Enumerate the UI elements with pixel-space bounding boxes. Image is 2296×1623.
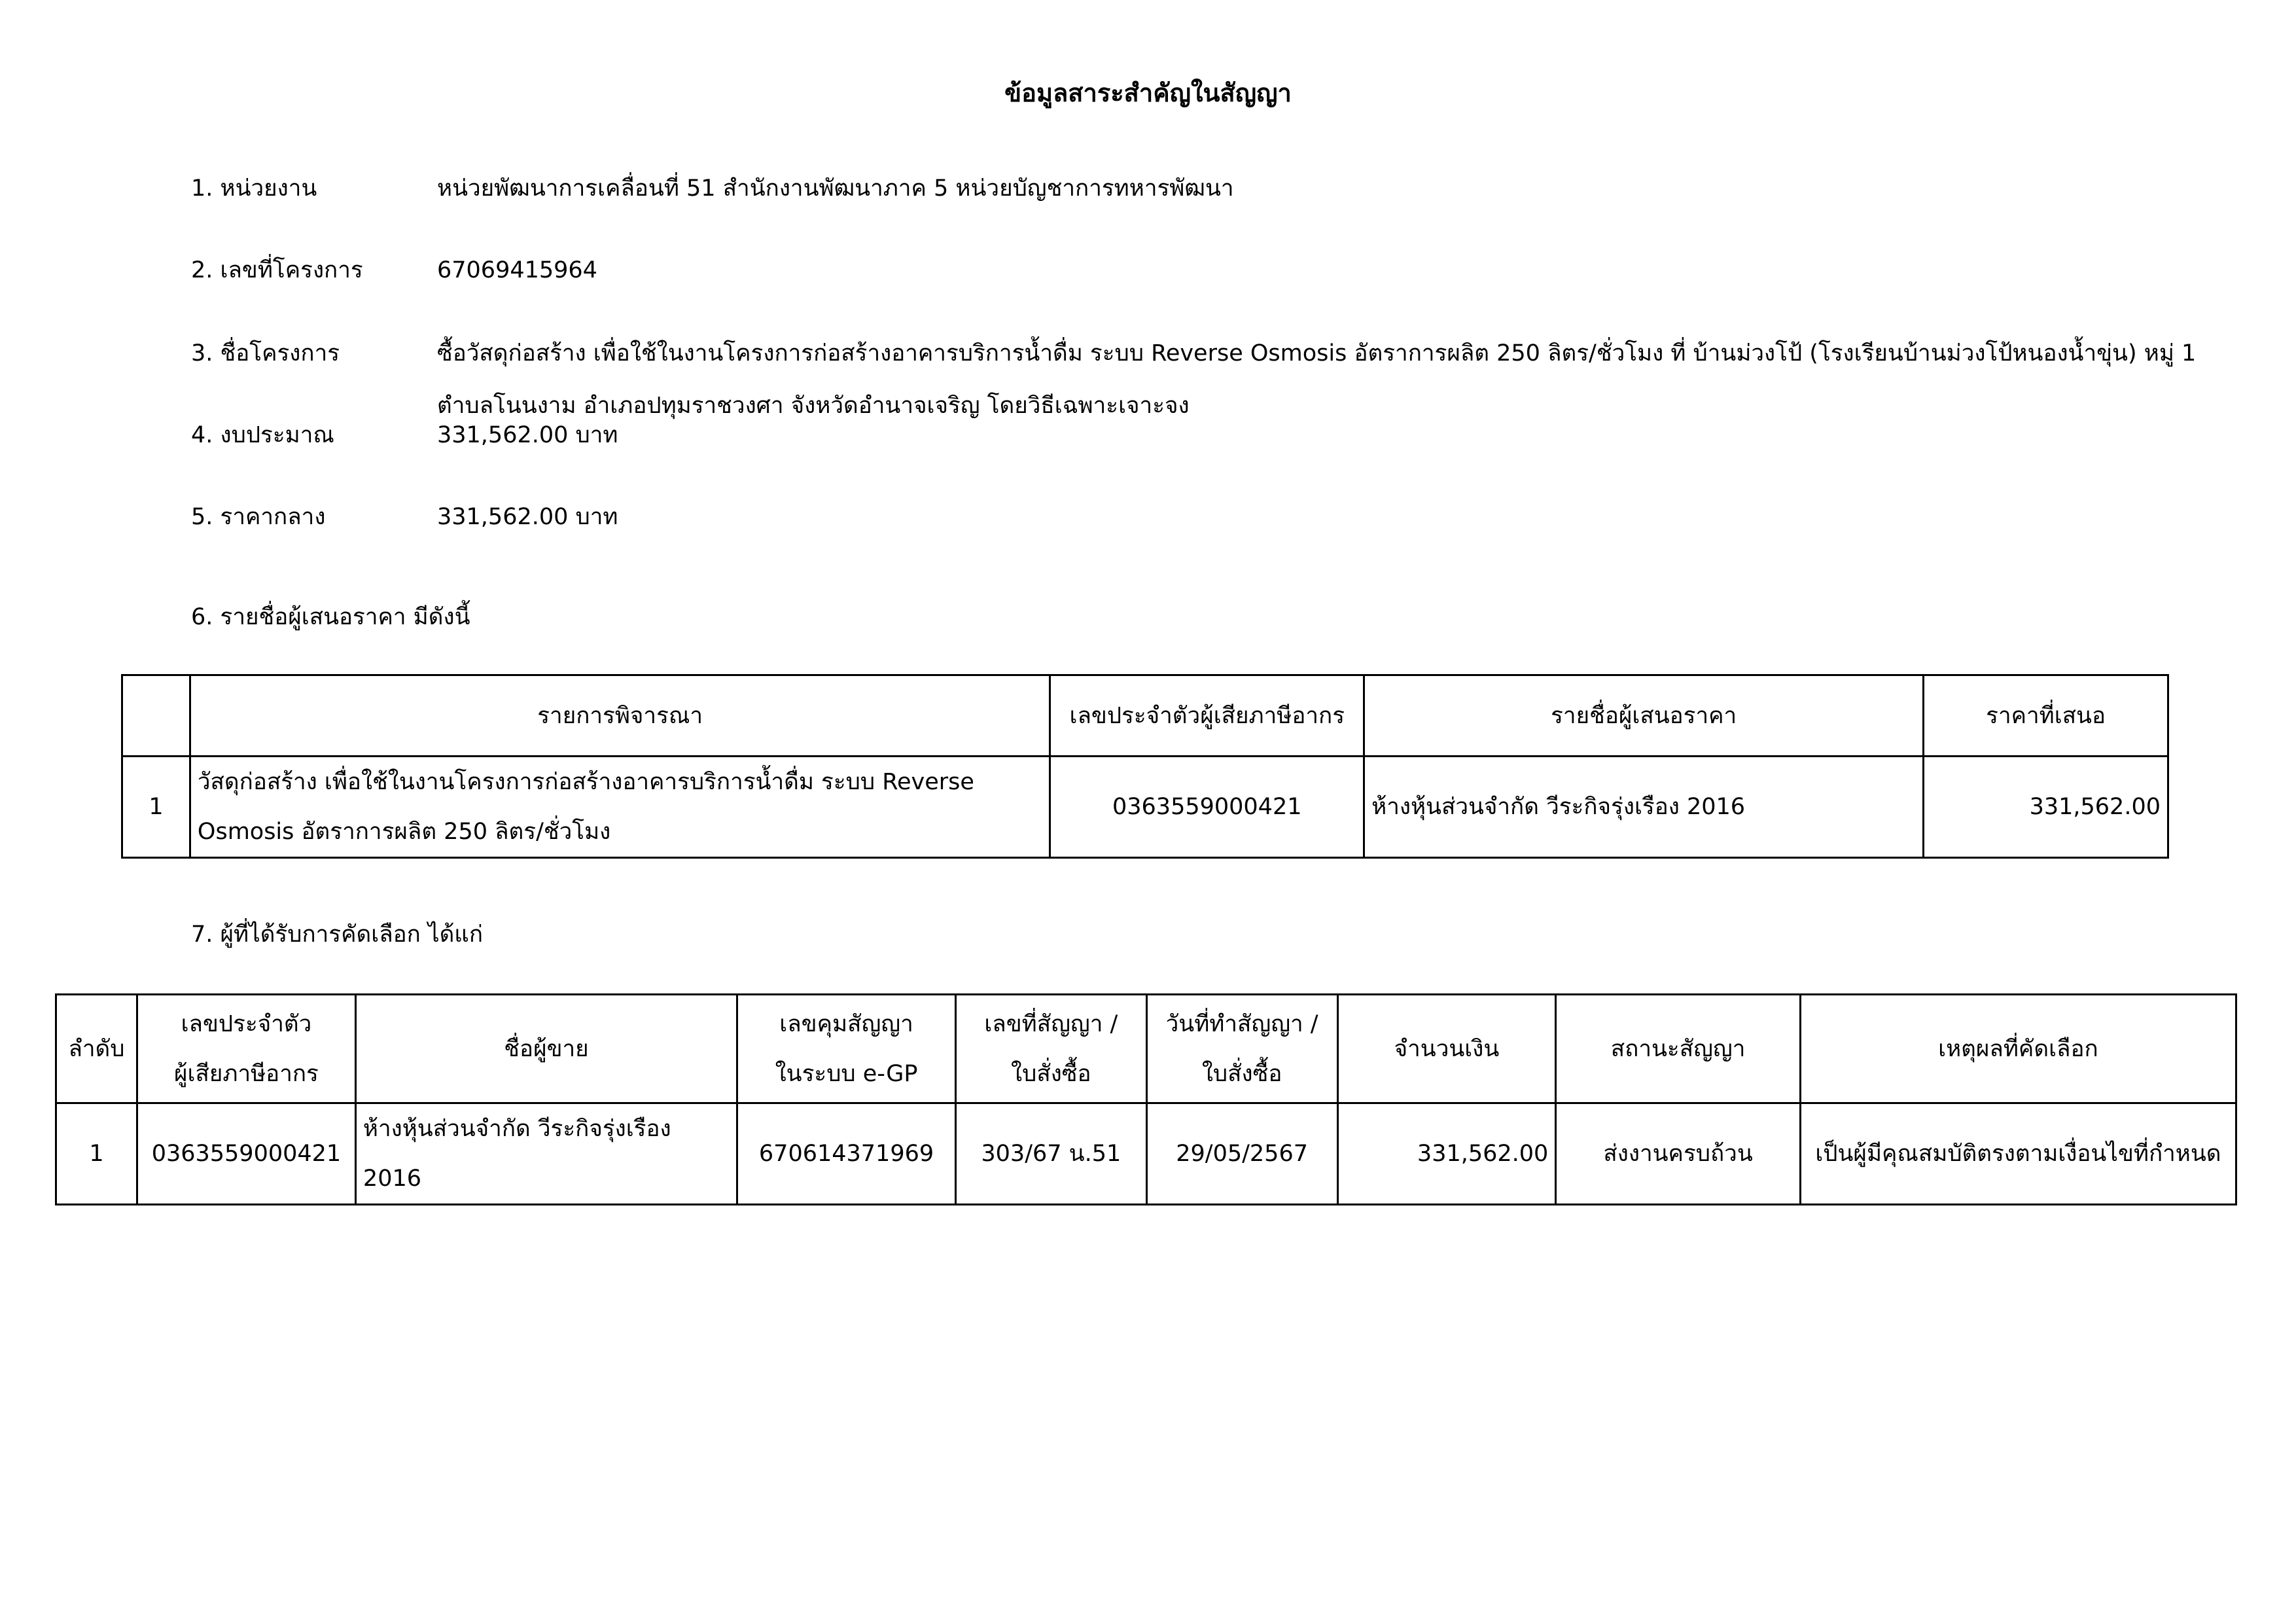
winners-cell-tax-id: 0363559000421: [137, 1103, 355, 1205]
winners-header-egp: [737, 995, 956, 1103]
winners-cell-seller: [355, 1103, 737, 1205]
winners-cell-seller-line2: 2016: [362, 1166, 421, 1192]
winners-cell-egp: 670614371969: [737, 1103, 956, 1205]
winners-header-status: สถานะสัญญา: [1556, 995, 1801, 1103]
winners-cell-no: 1: [56, 1103, 137, 1205]
bidders-cell-item-line1: วัสดุก่อสร้าง เพื่อใช้ในงานโครงการก่อสร้างอาคารบริการน้ำดื่ม ระบบ Reverse: [197, 769, 974, 795]
winners-header-tax-id-line1: เลขประจำตัว: [181, 1010, 312, 1037]
winners-header-tax-id: [137, 995, 355, 1103]
winners-header-contract-date-line2: ใบสั่งซื้อ: [1201, 1060, 1282, 1087]
bidders-table: [121, 674, 2169, 859]
field-project-name-value-line1: ซื้อวัสดุก่อสร้าง เพื่อใช้ในงานโครงการก่อสร้างอาคารบริการน้ำดื่ม ระบบ Reverse Osmosis อัตราการผลิต 250 ลิตร/ชั่วโมง ที่ บ้านม่วงโป้ (โรงเรียนบ้านม่วงโป้หนองน้ำขุ่น) หมู่ 1: [437, 340, 2197, 366]
winners-header-egp-line1: เลขคุมสัญญา: [779, 1010, 913, 1037]
bidders-header-tax-id: เลขประจำตัวผู้เสียภาษีอากร: [1050, 675, 1364, 757]
bidders-cell-no: 1: [122, 757, 190, 858]
table-row: [56, 1103, 2236, 1205]
winners-header-contract-date-line1: วันที่ทำสัญญา /: [1165, 1010, 1318, 1037]
field-budget-value: 331,562.00 บาท: [437, 422, 618, 448]
winners-header-contract-date: [1146, 995, 1337, 1103]
document-title: ข้อมูลสาระสำคัญในสัญญา: [1004, 79, 1292, 107]
bidders-header-bidder: รายชื่อผู้เสนอราคา: [1364, 675, 1924, 757]
bidders-header-item: รายการพิจารณา: [190, 675, 1050, 757]
bidders-cell-bidder: ห้างหุ้นส่วนจำกัด วีระกิจรุ่งเรือง 2016: [1364, 757, 1924, 858]
winners-header-reason: เหตุผลที่คัดเลือก: [1800, 995, 2236, 1103]
bidders-heading-text: 6. รายชื่อผู้เสนอราคา มีดังนี้: [191, 604, 470, 630]
winners-cell-contract-no: 303/67 น.51: [955, 1103, 1146, 1205]
bidders-table-header: [122, 675, 2168, 757]
bidders-cell-price: 331,562.00: [1924, 757, 2168, 858]
winners-header-tax-id-line2: ผู้เสียภาษีอากร: [174, 1060, 319, 1087]
bidders-cell-item-line2: Osmosis อัตราการผลิต 250 ลิตร/ชั่วโมง: [197, 819, 611, 845]
bidders-header-no: [122, 675, 190, 757]
field-median-price-value: 331,562.00 บาท: [437, 504, 618, 530]
field-agency-label: 1. หน่วยงาน: [191, 175, 317, 202]
winners-cell-contract-date: 29/05/2567: [1146, 1103, 1337, 1205]
field-project-no-label: 2. เลขที่โครงการ: [191, 257, 363, 283]
winners-header-contract-no-line1: เลขที่สัญญา /: [984, 1010, 1118, 1037]
field-project-no-value: 67069415964: [437, 257, 597, 283]
field-project-name-value-line2: ตำบลโนนงาม อำเภอปทุมราชวงศา จังหวัดอำนาจเจริญ โดยวิธีเฉพาะเจาะจง: [437, 393, 1190, 419]
winners-header-seller: ชื่อผู้ขาย: [355, 995, 737, 1103]
bidders-header-price: ราคาที่เสนอ: [1924, 675, 2168, 757]
winners-header-contract-no-line2: ใบสั่งซื้อ: [1011, 1060, 1091, 1087]
winners-heading-text: 7. ผู้ที่ได้รับการคัดเลือก ได้แก่: [191, 921, 484, 948]
field-median-price-label: 5. ราคากลาง: [191, 504, 326, 530]
winners-cell-status: ส่งงานครบถ้วน: [1556, 1103, 1801, 1205]
winners-table: [55, 993, 2237, 1205]
winners-cell-reason: เป็นผู้มีคุณสมบัติตรงตามเงื่อนไขที่กำหนด: [1800, 1103, 2236, 1205]
winners-cell-amount: 331,562.00: [1337, 1103, 1556, 1205]
field-agency-value: หน่วยพัฒนาการเคลื่อนที่ 51 สำนักงานพัฒนาภาค 5 หน่วยบัญชาการทหารพัฒนา: [437, 175, 1234, 202]
bidders-cell-tax-id: 0363559000421: [1050, 757, 1364, 858]
winners-header-no: ลำดับ: [56, 995, 137, 1103]
winners-cell-seller-line1: ห้างหุ้นส่วนจำกัด วีระกิจรุ่งเรือง: [362, 1116, 671, 1142]
winners-header-amount: จำนวนเงิน: [1337, 995, 1556, 1103]
winners-table-header: [56, 995, 2236, 1103]
table-row: [122, 757, 2168, 858]
winners-header-contract-no: [955, 995, 1146, 1103]
bidders-cell-item: [190, 757, 1050, 858]
field-budget-label: 4. งบประมาณ: [191, 422, 334, 448]
field-project-name-label: 3. ชื่อโครงการ: [191, 340, 340, 366]
winners-header-egp-line2: ในระบบ e-GP: [775, 1060, 918, 1087]
